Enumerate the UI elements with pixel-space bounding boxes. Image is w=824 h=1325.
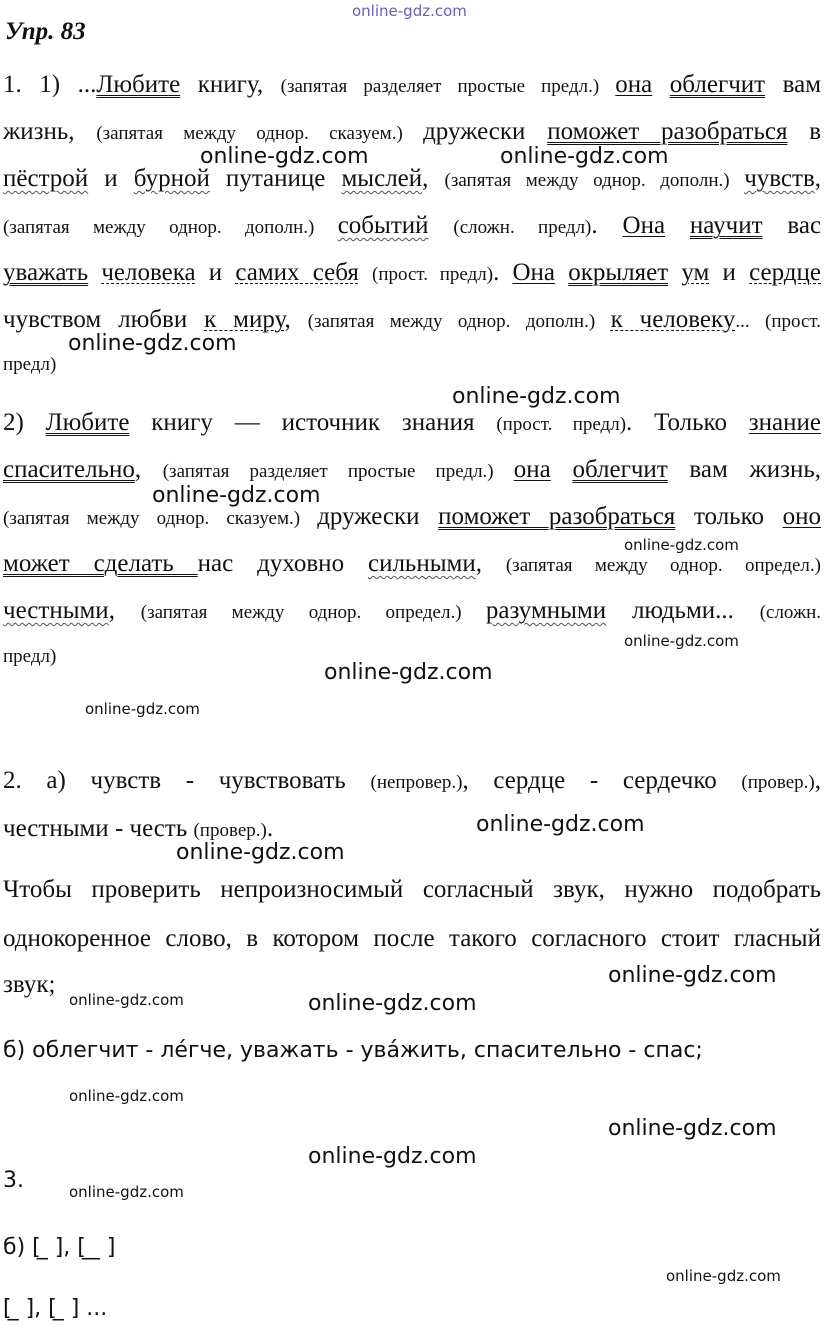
watermark: online-gdz.com: [500, 144, 669, 169]
p3-line-1: 3.: [3, 1168, 24, 1193]
predicate: сильными: [367, 550, 476, 577]
predicate: научит: [689, 212, 763, 239]
watermark: online-gdz.com: [324, 660, 493, 685]
exercise-title: Упр. 83: [5, 18, 86, 45]
subject: она: [615, 71, 653, 98]
p3-line-2: б) [ ̲ ], [ ̲ ̲ ]: [3, 1235, 116, 1260]
text: и: [88, 165, 134, 192]
predicate: поможет разобраться: [547, 118, 788, 145]
predicate: окрыляет: [568, 259, 669, 286]
predicate: честными: [3, 597, 109, 624]
s2-line-5: [3, 596, 821, 628]
text: вам: [765, 71, 822, 98]
s2-line-2: [3, 455, 821, 487]
attribute: событий: [337, 212, 429, 239]
space: [429, 212, 454, 239]
text: .: [266, 815, 274, 842]
note: (непровер.): [370, 772, 463, 793]
object: сердце: [749, 259, 821, 286]
note: (запятая разделяет простые предл.): [162, 461, 514, 482]
space: [359, 259, 372, 286]
s1-line-3: [3, 164, 821, 196]
note: (запятая разделяет простые предл.): [280, 76, 616, 97]
watermark: online-gdz.com: [608, 963, 777, 988]
text: , сердце - сердечко: [462, 767, 742, 794]
watermark: online-gdz.com: [608, 1116, 777, 1141]
text: и: [195, 259, 236, 286]
note: (запятая между однор. дополн.): [444, 170, 745, 191]
subject: Она: [512, 259, 556, 286]
p2-line-6: б) облегчит - ле́гче, уважать - ува́жить, спасительно - спас;: [3, 1038, 703, 1063]
p3-line-3: [ ̲ ], [ ̲ ] ...: [3, 1296, 108, 1321]
watermark: online-gdz.com: [85, 700, 200, 718]
p2-line-5: звук;: [3, 971, 56, 998]
watermark: online-gdz.com: [152, 483, 321, 508]
text: нас духовно: [197, 550, 368, 577]
subject: знание: [748, 409, 821, 436]
space: [551, 456, 573, 483]
text: только: [675, 503, 783, 530]
s1-line-5: [3, 258, 821, 290]
text: чувством любви: [3, 306, 205, 333]
s1-line-1: [3, 70, 821, 102]
text: вас: [762, 212, 822, 239]
text: 1. 1) ...: [3, 71, 97, 98]
s1-line-7: предл): [3, 354, 57, 375]
watermark: online-gdz.com: [69, 1087, 184, 1105]
text: путанице: [209, 165, 342, 192]
watermark: online-gdz.com: [68, 331, 237, 356]
s2-line-6: предл): [3, 646, 57, 667]
object: к человеку: [610, 306, 736, 333]
text: в: [787, 118, 822, 145]
note: (провер.): [193, 820, 267, 841]
watermark: online-gdz.com: [624, 632, 739, 650]
attribute: мыслей: [341, 165, 423, 192]
text: книгу,: [180, 71, 281, 98]
text: дружески: [317, 503, 439, 530]
space: [555, 259, 568, 286]
note: ... (прост.: [735, 311, 822, 332]
s2-line-4: [3, 549, 821, 581]
object: самих себя: [235, 259, 359, 286]
attribute: бурной: [133, 165, 210, 192]
text: ,: [422, 165, 445, 192]
space: [88, 259, 101, 286]
note: (прост. предл): [372, 264, 494, 285]
attribute: пёстрой: [3, 165, 89, 192]
watermark: online-gdz.com: [452, 384, 621, 409]
object: ум: [681, 259, 710, 286]
object: человека: [101, 259, 196, 286]
p2-line-4: однокоренное слово, в котором после такого согласного стоит гласный: [3, 925, 821, 952]
watermark: online-gdz.com: [308, 991, 477, 1016]
predicate: разумными: [485, 597, 607, 624]
predicate: Любите: [96, 71, 181, 98]
text: ,: [134, 456, 163, 483]
note: (запятая между однор. определ.): [505, 555, 821, 576]
predicate: спасительно: [3, 456, 135, 483]
text: ,: [475, 550, 506, 577]
watermark: online-gdz.com: [69, 1183, 184, 1201]
predicate: Любите: [45, 409, 130, 436]
watermark: online-gdz.com: [666, 1267, 781, 1285]
text: . Только: [626, 409, 749, 436]
watermark: online-gdz.com: [476, 812, 645, 837]
note: (сложн. предл): [453, 217, 592, 238]
p2-line-1: [3, 766, 821, 798]
p2-line-2: [3, 814, 821, 846]
space: [668, 259, 681, 286]
text: людьми...: [606, 597, 760, 624]
text: жизнь,: [3, 118, 97, 145]
space: [652, 71, 670, 98]
text: книгу — источник знания: [129, 409, 497, 436]
text: ,: [814, 767, 821, 794]
predicate: может сделать: [3, 550, 198, 577]
s1-line-2: [3, 117, 821, 149]
text: вам жизнь,: [667, 456, 822, 483]
watermark: online-gdz.com: [69, 991, 184, 1009]
note: (провер.): [741, 772, 815, 793]
watermark: online-gdz.com: [308, 1144, 477, 1169]
watermark: online-gdz.com: [176, 840, 345, 865]
note: (сложн.: [759, 602, 822, 623]
subject: оно: [782, 503, 821, 530]
text: ,: [108, 597, 141, 624]
note: (запятая между однор. дополн.): [3, 217, 338, 238]
text: дружески: [423, 118, 548, 145]
text: честными - честь: [3, 815, 194, 842]
watermark-top: online-gdz.com: [352, 2, 467, 20]
s2-line-1: [3, 408, 821, 440]
attribute: чувств: [744, 165, 815, 192]
space: [665, 212, 690, 239]
predicate: уважать: [3, 259, 89, 286]
p2-line-3: Чтобы проверить непроизносимый согласный звук, нужно подобрать: [3, 876, 821, 903]
watermark: online-gdz.com: [624, 536, 739, 554]
text: и: [709, 259, 750, 286]
predicate: облегчит: [572, 456, 668, 483]
text: .: [493, 259, 513, 286]
subject: она: [513, 456, 551, 483]
watermark: online-gdz.com: [200, 144, 369, 169]
object: к миру: [204, 306, 285, 333]
text: 2): [3, 409, 46, 436]
s1-line-4: [3, 211, 821, 243]
text: 2. а) чувств - чувствовать: [3, 767, 371, 794]
note: (запятая между однор. сказуем.): [3, 508, 318, 529]
s2-line-3: [3, 502, 821, 534]
subject: Она: [622, 212, 666, 239]
predicate: облегчит: [669, 71, 766, 98]
note: (запятая между однор. сказуем.): [96, 123, 424, 144]
text: .: [591, 212, 623, 239]
note: (запятая между однор. определ.): [140, 602, 486, 623]
note: (прост. предл): [496, 414, 627, 435]
text: ,: [284, 306, 308, 333]
text: ,: [814, 165, 821, 192]
predicate: поможет разобраться: [438, 503, 676, 530]
note: (запятая между однор. дополн.): [307, 311, 611, 332]
